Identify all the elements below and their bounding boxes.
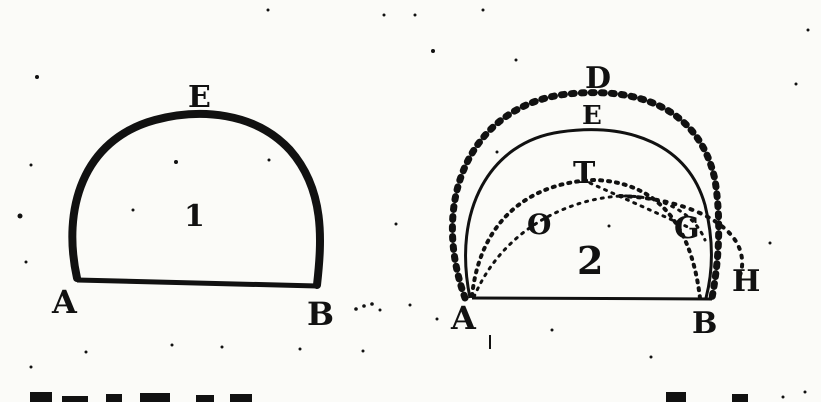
figure-2-label-inner-right: G [674, 211, 700, 246]
cropped-text-fragments [30, 392, 748, 402]
figure-2-label-middle-top: E [582, 101, 602, 131]
figure-1-label-left: A [52, 283, 77, 321]
figure-2 [450, 61, 760, 341]
figure-2-label-right: B [692, 306, 718, 341]
figure-1-label-right: B [307, 295, 335, 333]
figure-1-number: 1 [184, 199, 205, 234]
figure-2-base [472, 298, 712, 299]
figure-2-label-inner-top: T [573, 156, 596, 191]
figure-2-number: 2 [577, 238, 604, 283]
figure-2-label-outer-top: D [585, 61, 612, 96]
figure-1 [51, 80, 334, 333]
figure-1-label-top: E [188, 80, 211, 115]
print-specks [18, 9, 810, 399]
figure-1-base [77, 280, 317, 286]
figure-2-label-left: A [451, 299, 476, 337]
figure-2-label-far-right: H [732, 264, 761, 299]
figure-2-label-inner-left: O [527, 208, 552, 241]
